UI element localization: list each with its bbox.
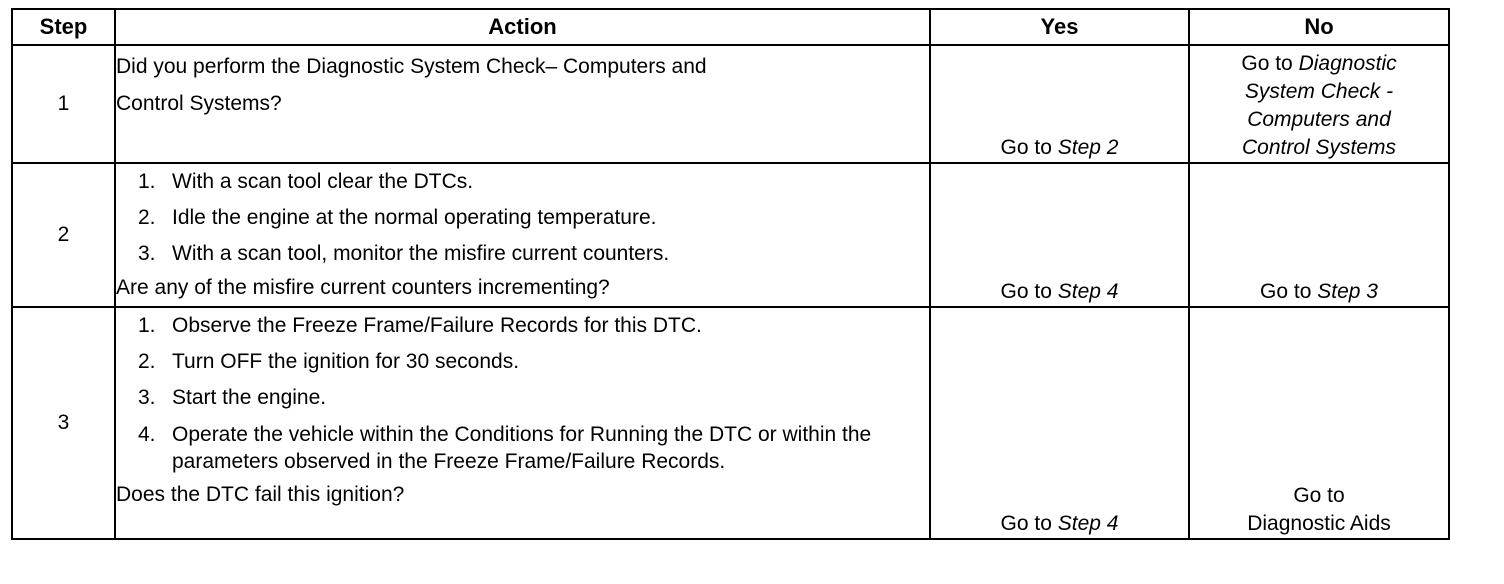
list-item (116, 200, 929, 236)
header-row (12, 9, 1449, 45)
item-text: Operate the vehicle within the Conditions for Running the DTC or within the parameters observed in the Freeze Frame/Failure Records. (172, 423, 872, 473)
item-text: Turn OFF the ignition for 30 seconds. (172, 350, 520, 373)
item-number: 4. (138, 423, 156, 446)
header-action: Action (115, 9, 930, 45)
list-item (116, 416, 929, 479)
yes-prefix: Go to (1000, 280, 1052, 303)
list-item (116, 236, 929, 272)
no-cell (1189, 163, 1449, 307)
no-cell (1189, 307, 1449, 539)
no-link[interactable]: Computers and (1247, 108, 1391, 131)
item-text: With a scan tool clear the DTCs. (172, 170, 474, 193)
item-number: 2. (138, 206, 156, 229)
table-row (12, 307, 1449, 539)
action-cell (115, 163, 930, 307)
list-item (116, 380, 929, 416)
header-step: Step (12, 9, 115, 45)
item-number: 1. (138, 170, 156, 193)
no-prefix: Go to (1260, 280, 1312, 303)
table-row (12, 163, 1449, 307)
question-text: Does the DTC fail this ignition? (116, 483, 405, 506)
header-yes: Yes (930, 9, 1189, 45)
item-text: With a scan tool, monitor the misfire current counters. (172, 242, 670, 265)
yes-cell (930, 307, 1189, 539)
yes-cell (930, 163, 1189, 307)
question-text: Are any of the misfire current counters incrementing? (116, 276, 610, 299)
action-text: Control Systems? (116, 92, 282, 115)
diagnostic-table (11, 8, 1450, 540)
no-step-link[interactable]: Step 3 (1317, 280, 1378, 303)
step-number: 2 (12, 163, 115, 307)
yes-cell (930, 45, 1189, 163)
item-number: 2. (138, 350, 156, 373)
item-text: Idle the engine at the normal operating temperature. (172, 206, 657, 229)
item-number: 1. (138, 314, 156, 337)
step-number: 3 (12, 307, 115, 539)
no-prefix: Go to (1241, 52, 1293, 75)
table-row (12, 45, 1449, 163)
yes-prefix: Go to (1000, 136, 1052, 159)
item-text: Start the engine. (172, 386, 327, 409)
yes-step-link[interactable]: Step 4 (1057, 280, 1119, 303)
no-link[interactable]: Diagnostic Aids (1247, 512, 1391, 535)
yes-prefix: Go to (1000, 512, 1052, 535)
list-item (116, 164, 929, 200)
no-text: Go to (1293, 484, 1345, 507)
no-link[interactable]: Diagnostic (1298, 52, 1397, 75)
no-link[interactable]: Control Systems (1241, 136, 1397, 159)
yes-step-link[interactable]: Step 2 (1057, 136, 1119, 159)
action-cell (115, 307, 930, 539)
yes-step-link[interactable]: Step 4 (1057, 512, 1119, 535)
item-number: 3. (138, 386, 156, 409)
item-text: Observe the Freeze Frame/Failure Records for this DTC. (172, 314, 702, 337)
item-number: 3. (138, 242, 156, 265)
action-text: Did you perform the Diagnostic System Check– Computers and (116, 55, 707, 78)
action-cell (115, 45, 930, 163)
header-no: No (1189, 9, 1449, 45)
list-item (116, 308, 929, 344)
no-cell (1189, 45, 1449, 163)
no-link[interactable]: System Check - (1244, 80, 1394, 103)
step-number: 1 (12, 45, 115, 163)
list-item (116, 344, 929, 380)
